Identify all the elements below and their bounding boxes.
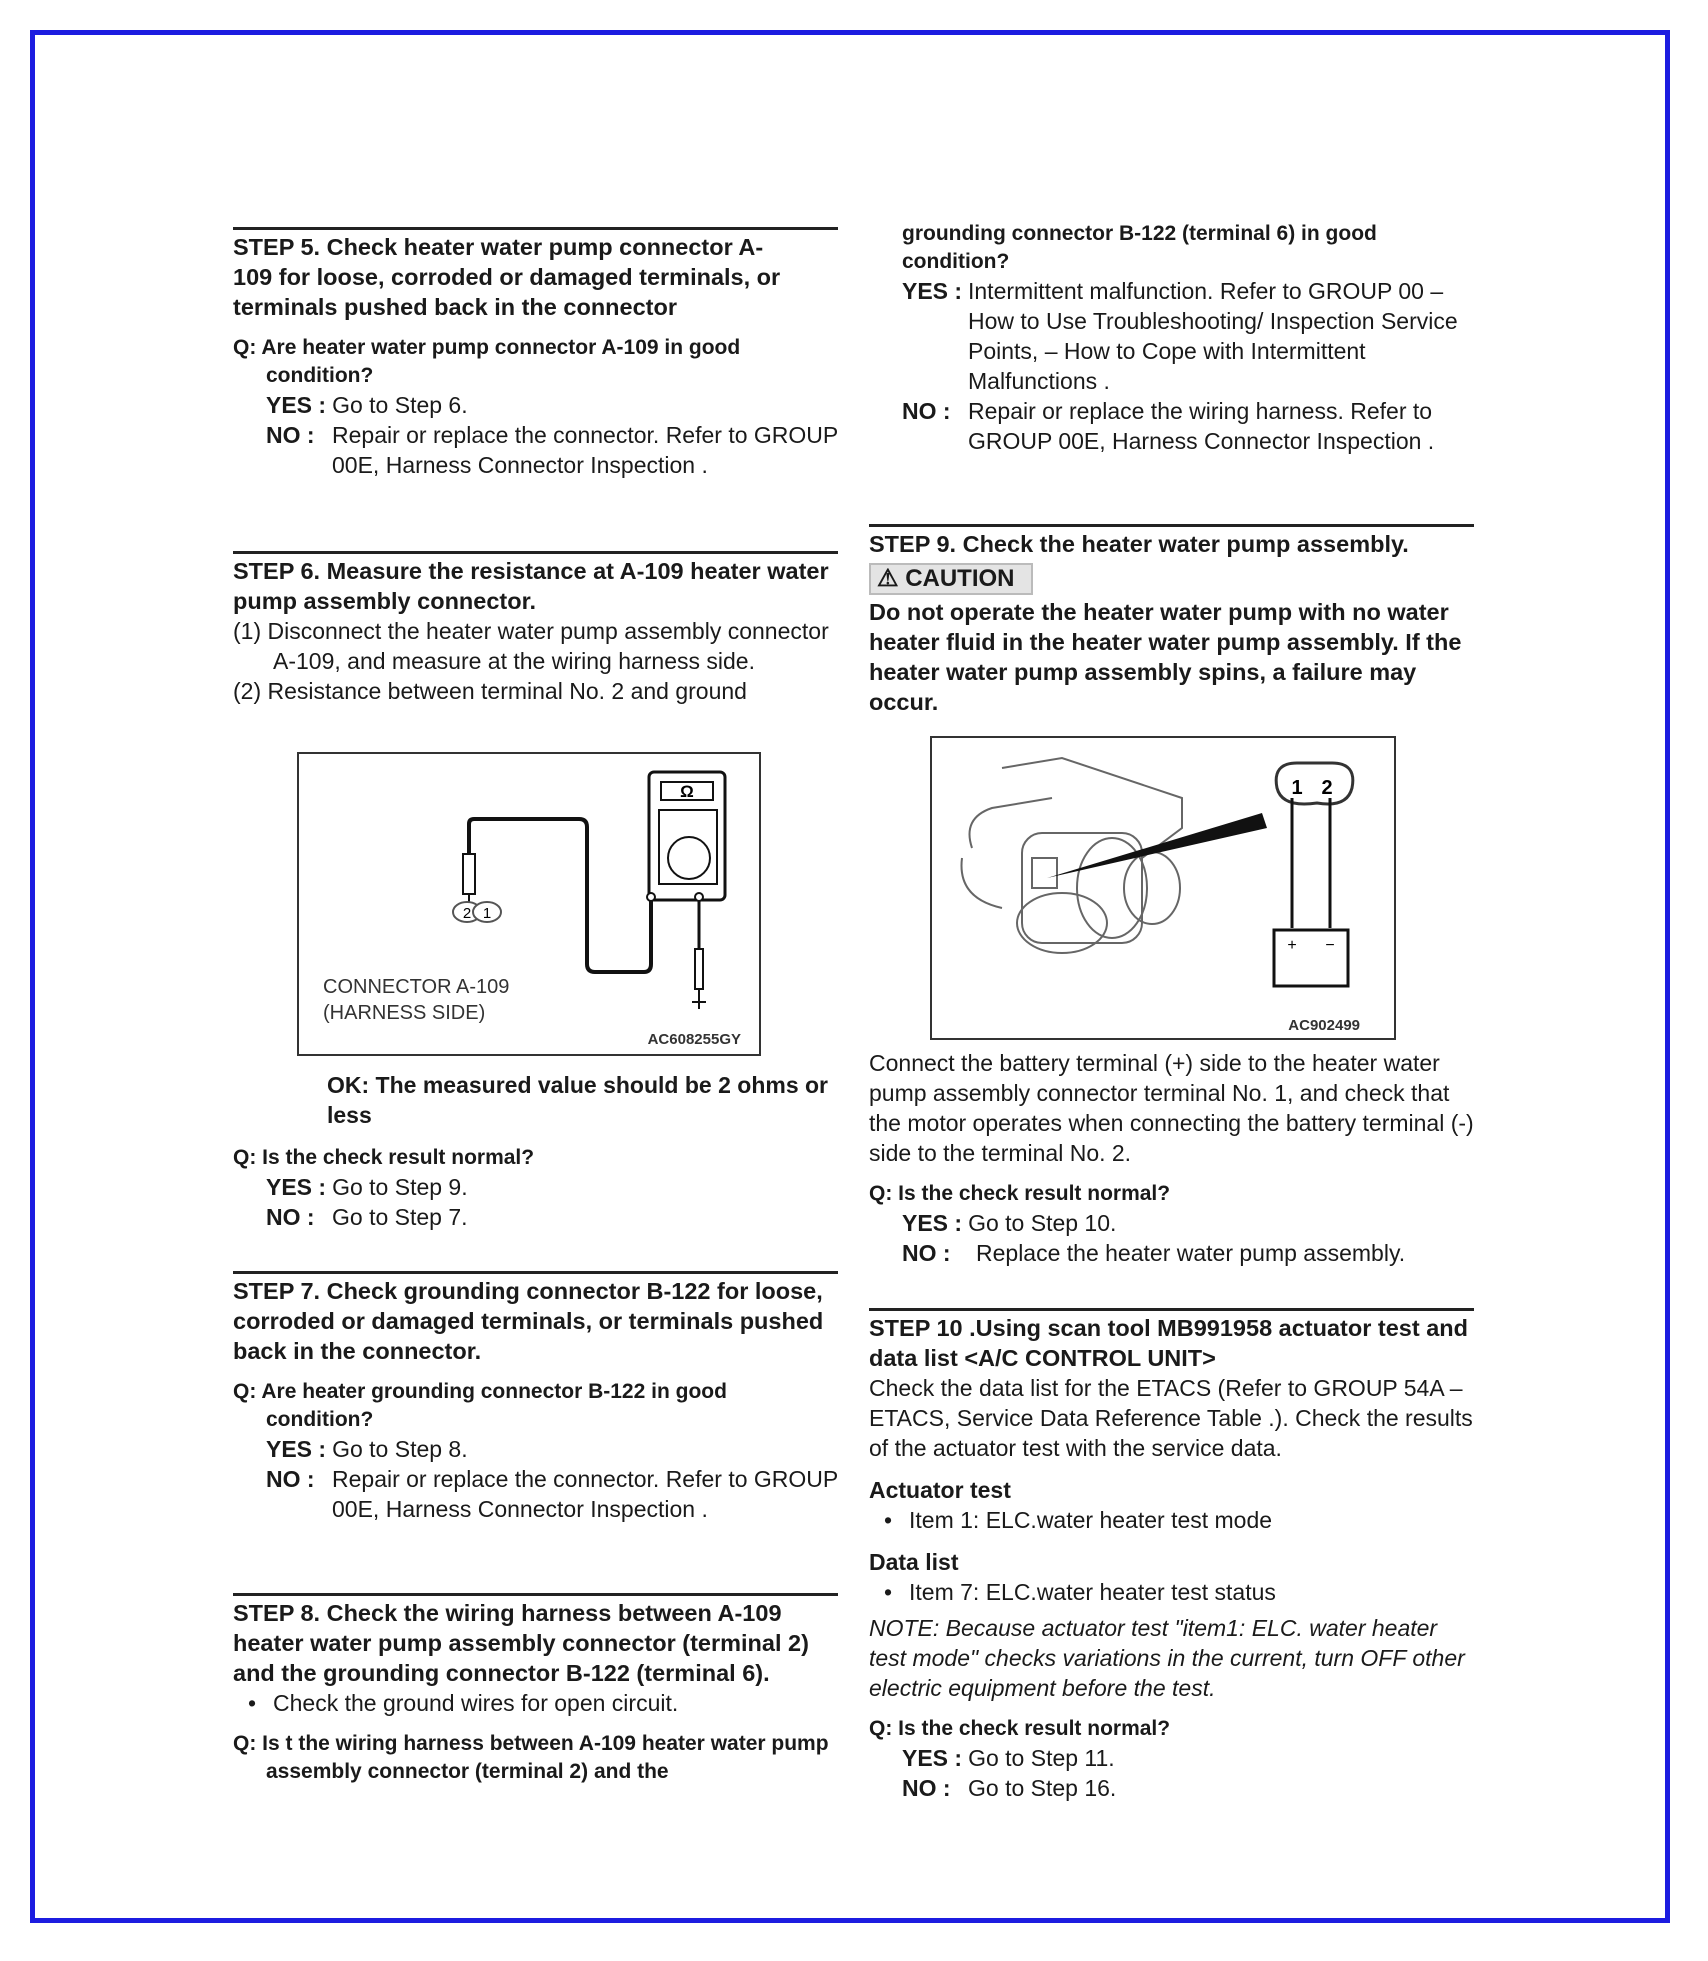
step-7-no <box>233 1464 838 1524</box>
step-10-heading: STEP 10 .Using scan tool MB991958 actuator test and data list <A/C CONTROL UNIT> <box>869 1315 1469 1371</box>
caution-label: CAUTION <box>905 565 1015 592</box>
step-9-question: Q: Is the check result normal? <box>869 1182 1171 1205</box>
no-label: NO : <box>266 1204 315 1230</box>
yes-text: Go to Step 10. <box>968 1210 1117 1236</box>
step-5-heading <box>233 232 838 322</box>
step-10-no <box>869 1773 1474 1803</box>
step-7-question: Q: Are heater grounding connector B-122 in good condition? <box>233 1380 727 1431</box>
divider <box>233 227 838 230</box>
step-6 <box>233 551 838 706</box>
battery-minus: − <box>1325 937 1335 954</box>
no-label: NO : <box>902 398 951 424</box>
step-9 <box>869 524 1474 717</box>
no-text: Go to Step 7. <box>332 1204 468 1230</box>
ohm-symbol: Ω <box>680 782 694 801</box>
step-9-yes <box>869 1208 1474 1238</box>
step-5 <box>233 227 838 480</box>
step-6-no <box>233 1202 838 1232</box>
step-6-question: Q: Is the check result normal? <box>233 1146 535 1169</box>
actuator-test-title: Actuator test <box>869 1477 1011 1503</box>
no-label: NO : <box>902 1240 951 1266</box>
no-text: Repair or replace the connector. Refer to GROUP 00E, Harness Connector Inspection . <box>332 422 838 478</box>
step-8-bullet: • Check the ground wires for open circuit. <box>233 1688 838 1718</box>
step-10-note: NOTE: Because actuator test "item1: ELC. water heater test mode" checks variations in the current, turn OFF other electric equipment before the test. <box>869 1615 1465 1701</box>
yes-label: YES : <box>902 278 963 304</box>
no-text: Replace the heater water pump assembly. <box>976 1240 1406 1266</box>
pin-2: 2 <box>1321 777 1333 799</box>
figure-label-connector: CONNECTOR A-109 <box>323 976 510 998</box>
pin-1: 1 <box>482 905 492 922</box>
yes-text: Go to Step 11. <box>968 1745 1115 1771</box>
step-10 <box>869 1308 1474 1803</box>
no-text: Go to Step 16. <box>968 1775 1117 1801</box>
yes-label: YES : <box>902 1745 963 1771</box>
step-6-item-2: (2) Resistance between terminal No. 2 and ground <box>233 678 747 704</box>
heading-line: terminals pushed back in the connector <box>233 294 677 320</box>
step-8-question: Q: Is t the wiring harness between A-109 heater water pump assembly connector (terminal 2) and the <box>233 1732 829 1783</box>
pump-battery-diagram <box>932 738 1394 1038</box>
divider <box>233 1593 838 1596</box>
step-9-body: Connect the battery terminal (+) side to the heater water pump assembly connector terminal No. 1, and check that the motor operates when connecting the battery terminal (-) side to the terminal No. 2. <box>869 1050 1474 1166</box>
step-7-heading: STEP 7. Check grounding connector B-122 for loose, corroded or damaged terminals, or terminals pushed back in the connector. <box>233 1278 824 1364</box>
ok-criteria: OK: The measured value should be 2 ohms or less <box>327 1072 829 1128</box>
yes-label: YES : <box>266 1174 327 1200</box>
step-8-yes <box>869 276 1474 396</box>
caution-text: Do not operate the heater water pump with no water heater fluid in the heater water pump assembly. If the heater water pump assembly spins, a failure may occur. <box>869 599 1462 715</box>
figure-id: AC902499 <box>1288 1017 1360 1034</box>
no-text: Repair or replace the wiring harness. Refer to GROUP 00E, Harness Connector Inspection . <box>968 398 1435 454</box>
step-5-yes <box>233 390 838 420</box>
step-10-question: Q: Is the check result normal? <box>869 1717 1171 1740</box>
step-10-body: Check the data list for the ETACS (Refer to GROUP 54A – ETACS, Service Data Reference Table .). Check the results of the actuator test with the service data. <box>869 1375 1473 1461</box>
step-7-yes <box>233 1434 838 1464</box>
step-9-result <box>869 1048 1474 1268</box>
step-7 <box>233 1271 838 1524</box>
yes-text: Go to Step 8. <box>332 1436 468 1462</box>
data-list-title: Data list <box>869 1549 959 1575</box>
divider <box>233 551 838 554</box>
step-8-heading: STEP 8. Check the wiring harness between A-109 heater water pump assembly connector (terminal 2) and the grounding connector B-122 (terminal 6). <box>233 1600 809 1686</box>
heading-line: 109 for loose, corroded or damaged terminals, or <box>233 264 781 290</box>
step-9-no <box>869 1238 1474 1268</box>
divider <box>869 524 1474 527</box>
actuator-test-item: • Item 1: ELC.water heater test mode <box>869 1505 1474 1535</box>
divider <box>233 1271 838 1274</box>
pin-2: 2 <box>462 905 472 922</box>
pin-1: 1 <box>1291 777 1303 799</box>
yes-text: Go to Step 6. <box>332 392 468 418</box>
step-10-yes <box>869 1743 1474 1773</box>
step-6-result <box>233 1070 838 1232</box>
yes-text: Intermittent malfunction. Refer to GROUP 00 – How to Use Troubleshooting/ Inspection Service Points, – How to Cope with Intermittent Malfunctions . <box>968 278 1458 394</box>
step-6-item-1: (1) Disconnect the heater water pump assembly connector A-109, and measure at the wiring harness side. <box>233 618 829 674</box>
figure-id: AC608255GY <box>647 1031 741 1048</box>
step-8 <box>233 1593 838 1786</box>
warning-icon: ⚠ <box>877 565 906 592</box>
no-text: Repair or replace the connector. Refer to GROUP 00E, Harness Connector Inspection . <box>332 1466 838 1522</box>
no-label: NO : <box>902 1775 951 1801</box>
no-label: NO : <box>266 1466 315 1492</box>
step-6-yes <box>233 1172 838 1202</box>
data-list-item: • Item 7: ELC.water heater test status <box>869 1577 1474 1607</box>
step-8-question-cont: grounding connector B-122 (terminal 6) in good condition? <box>902 222 1377 273</box>
yes-label: YES : <box>266 1436 327 1462</box>
heading-line: STEP 5. Check heater water pump connector A- <box>233 234 764 260</box>
step-5-no <box>233 420 838 480</box>
battery-plus: + <box>1287 937 1297 954</box>
step-8-continued <box>869 220 1474 456</box>
step-6-heading: STEP 6. Measure the resistance at A-109 heater water pump assembly connector. <box>233 558 829 614</box>
step-5-question: Q: Are heater water pump connector A-109 in good condition? <box>233 336 741 387</box>
yes-text: Go to Step 9. <box>332 1174 468 1200</box>
resistance-measurement-figure <box>297 752 761 1056</box>
pump-battery-figure <box>930 736 1396 1040</box>
step-8-no <box>869 396 1474 456</box>
divider <box>869 1308 1474 1311</box>
yes-label: YES : <box>902 1210 963 1236</box>
step-9-heading: STEP 9. Check the heater water pump assembly. <box>869 531 1409 557</box>
caution-badge <box>869 563 1033 595</box>
yes-label: YES : <box>266 392 327 418</box>
no-label: NO : <box>266 422 315 448</box>
figure-label-harness: (HARNESS SIDE) <box>323 1002 486 1024</box>
